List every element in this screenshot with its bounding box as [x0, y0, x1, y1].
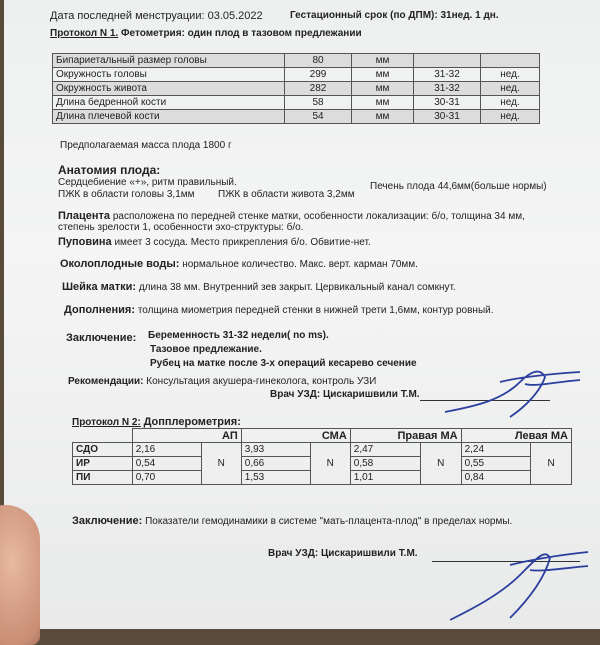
doppler-value: 0,55 [461, 457, 531, 471]
fetometry-row [53, 68, 540, 82]
conclusion2-line [72, 515, 512, 528]
fetometry-name: Длина бедренной кости [53, 96, 285, 110]
signature-2 [440, 540, 590, 629]
doctor2-line [268, 548, 418, 560]
doppler-value: 2,16 [132, 443, 201, 457]
doppler-row [73, 443, 572, 457]
doppler-corner [73, 429, 133, 443]
fetometry-range-unit: нед. [481, 82, 540, 96]
finger-photo [0, 505, 40, 645]
doppler-value: 1,53 [241, 471, 310, 485]
fetometry-unit: мм [352, 96, 414, 110]
fetometry-row [53, 96, 540, 110]
conclusion1-line1: Беременность 31-32 недели( no ms). [148, 330, 329, 341]
fluid-text: нормальное количество. Макс. верт. карман 70мм. [182, 259, 418, 270]
doppler-header-row [73, 429, 572, 443]
doppler-col-header: СМА [241, 429, 350, 443]
recommend-line [68, 376, 376, 388]
doppler-row-label: СДО [73, 443, 133, 457]
fetometry-value: 282 [285, 82, 352, 96]
fetometry-value: 299 [285, 68, 352, 82]
fetometry-unit: мм [352, 68, 414, 82]
doppler-value: 0,58 [350, 457, 420, 471]
doctor1-label: Врач УЗД: [270, 389, 321, 400]
fetometry-range-unit [481, 54, 540, 68]
anatomy-heartbeat: Сердцебиение «+», ритм правильный. [58, 177, 237, 188]
fetometry-name: Бипариетальный размер головы [53, 54, 285, 68]
placenta-text: расположена по передней стенке матки, особенности локализации: б/о, толщина 34 мм, [112, 211, 525, 222]
placenta-label: Плацента [58, 210, 111, 222]
doctor2-name: Цискаришвили Т.М. [320, 548, 418, 559]
anatomy-abdomen-fat: ПЖК в области живота 3,2мм [218, 189, 355, 200]
doctor2-label: Врач УЗД: [268, 548, 319, 559]
conclusion1-line2: Тазовое предлежание. [150, 344, 262, 355]
doppler-row-label: ИР [73, 457, 133, 471]
doppler-value: 2,24 [461, 443, 531, 457]
protocol2-subtitle: Допплерометрия: [143, 416, 241, 428]
cervix-line [62, 281, 456, 294]
protocol1-subtitle: Фетометрия: один плод в тазовом предлежании [121, 28, 362, 39]
doppler-value: 0,70 [132, 471, 201, 485]
addition-line [64, 304, 494, 317]
fetometry-value: 54 [285, 110, 352, 124]
cord-line [58, 236, 371, 249]
lmp-value: 03.05.2022 [207, 10, 263, 22]
fetometry-range-unit: нед. [481, 68, 540, 82]
fetometry-range-unit: нед. [481, 96, 540, 110]
doppler-value: 0,66 [241, 457, 310, 471]
fetometry-unit: мм [352, 110, 414, 124]
doctor1-name: Цискаришвили Т.М. [322, 389, 420, 400]
anatomy-title: Анатомия плода: [58, 163, 161, 177]
fetometry-name: Длина плечевой кости [53, 110, 285, 124]
recommend-text: Консультация акушера-гинеколога, контроль УЗИ [146, 376, 377, 387]
addition-text: толщина миометрия передней стенки в нижней трети 1,6мм, контур ровный. [137, 305, 494, 316]
fetometry-range: 30-31 [414, 96, 481, 110]
doppler-norm: N [201, 443, 241, 485]
doppler-value: 0,54 [132, 457, 201, 471]
cord-text: имеет 3 сосуда. Место прикрепления б/о. Обвитие-нет. [114, 237, 371, 248]
fetometry-range-unit: нед. [481, 110, 540, 124]
recommend-label: Рекомендации: [68, 376, 144, 387]
fetometry-range [414, 54, 481, 68]
protocol1-title: Протокол N 1. [50, 28, 119, 39]
doppler-value: 2,47 [350, 443, 420, 457]
placenta-text2: степень зрелости 1, особенности эхо-структуры: б/о. [58, 222, 304, 233]
fetometry-range: 31-32 [414, 82, 481, 96]
doppler-col-header: Правая МА [350, 429, 461, 443]
cervix-label: Шейка матки: [62, 281, 137, 293]
doppler-norm: N [310, 443, 350, 485]
doppler-table [72, 428, 572, 485]
fetometry-name: Окружность головы [53, 68, 285, 82]
fetometry-row [53, 54, 540, 68]
doppler-value: 1,01 [350, 471, 420, 485]
fetometry-value: 58 [285, 96, 352, 110]
fluid-line [60, 258, 418, 271]
gest-line [290, 10, 499, 22]
conclusion1-label: Заключение: [66, 332, 137, 344]
doppler-norm: N [420, 443, 461, 485]
fetometry-row [53, 110, 540, 124]
lmp-line [50, 10, 263, 22]
addition-label: Дополнения: [64, 304, 136, 316]
protocol2-title: Протокол N 2: [72, 417, 141, 428]
doppler-norm: N [531, 443, 572, 485]
cervix-text: длина 38 мм. Внутренний зев закрыт. Цервикальный канал сомкнут. [138, 282, 456, 293]
lmp-label: Дата последней менструации: [50, 10, 205, 22]
fetometry-value: 80 [285, 54, 352, 68]
fetometry-row [53, 82, 540, 96]
doppler-col-header: АП [132, 429, 241, 443]
conclusion2-label: Заключение: [72, 515, 143, 527]
fetometry-range: 31-32 [414, 68, 481, 82]
anatomy-liver: Печень плода 44,6мм(больше нормы) [370, 181, 547, 192]
doppler-value: 3,93 [241, 443, 310, 457]
cord-label: Пуповина [58, 236, 112, 248]
gest-value: 31нед. 1 дн. [440, 10, 499, 21]
fetal-mass: Предполагаемая масса плода 1800 г [60, 140, 232, 151]
conclusion1-line3: Рубец на матке после 3-х операций кесарево сечение [150, 358, 417, 369]
doctor1-line [270, 389, 420, 401]
protocol1-heading [50, 28, 362, 40]
fetometry-unit: мм [352, 54, 414, 68]
fetometry-name: Окружность живота [53, 82, 285, 96]
gest-label: Гестационный срок (по ДПМ): [290, 10, 438, 21]
doppler-row-label: ПИ [73, 471, 133, 485]
fetometry-range: 30-31 [414, 110, 481, 124]
fetometry-table [52, 53, 540, 124]
signature-1 [440, 362, 590, 422]
fetometry-unit: мм [352, 82, 414, 96]
fluid-label: Околоплодные воды: [60, 258, 180, 270]
doppler-value: 0,84 [461, 471, 531, 485]
doppler-col-header: Левая МА [461, 429, 571, 443]
anatomy-head-fat: ПЖК в области головы 3,1мм [58, 189, 195, 200]
conclusion2-text: Показатели гемодинамики в системе "мать-плацента-плод" в пределах нормы. [145, 516, 513, 527]
